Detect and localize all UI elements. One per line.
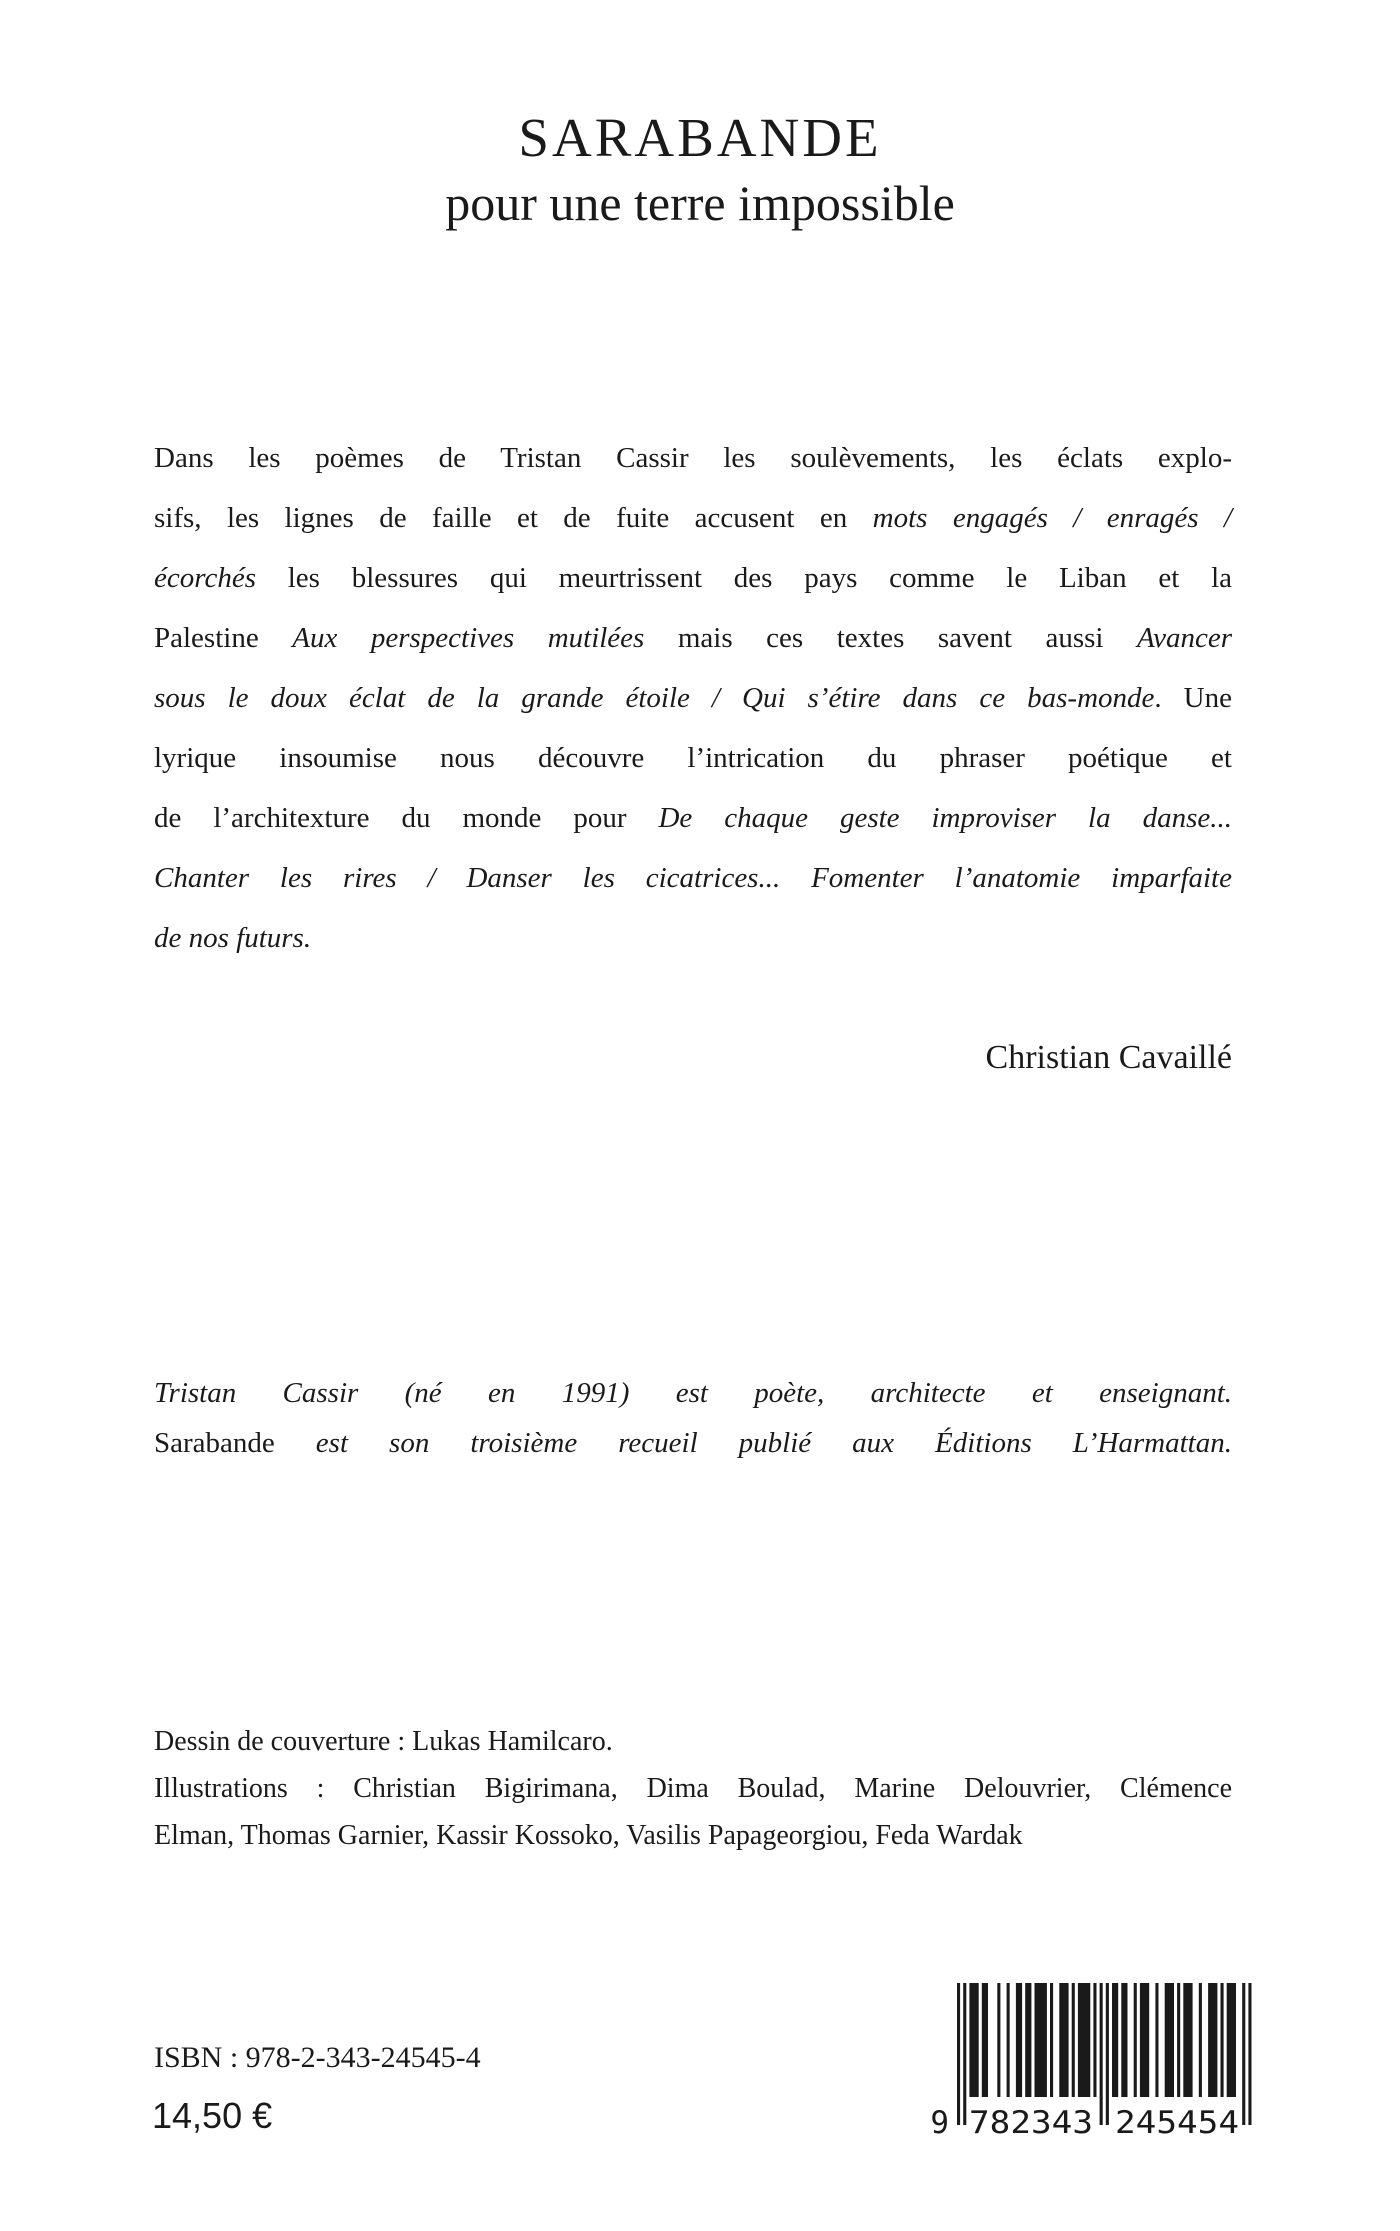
text-line: de l’architexture du monde pour De chaque geste improviser la danse... (154, 802, 1232, 834)
isbn-text: ISBN : 978-2-343-24545-4 (154, 2041, 481, 2074)
text-line: Dessin de couverture : Lukas Hamilcaro. (154, 1726, 613, 1757)
text-line: Dans les poèmes de Tristan Cassir les soulèvements, les éclats explo- (154, 442, 1232, 474)
barcode-digits: 245454 (1115, 2105, 1239, 2141)
reviewer-signature: Christian Cavaillé (985, 1039, 1232, 1076)
barcode (923, 1983, 1253, 2141)
text-line: Tristan Cassir (né en 1991) est poète, architecte et enseignant. (154, 1377, 1232, 1409)
text-line: Sarabande est son troisième recueil publié aux Éditions L’Harmattan. (154, 1427, 1232, 1459)
book-subtitle: pour une terre impossible (445, 175, 955, 231)
illustration-credits (154, 1718, 1232, 1859)
text-line: écorchés les blessures qui meurtrissent des pays comme le Liban et la (154, 562, 1232, 594)
barcode-digits: 9 (930, 2105, 949, 2141)
text-line: lyrique insoumise nous découvre l’intrication du phraser poétique et (154, 742, 1232, 774)
synopsis-text (154, 428, 1232, 968)
author-bio (154, 1368, 1232, 1468)
text-line: sifs, les lignes de faille et de fuite accusent en mots engagés / enragés / (154, 502, 1232, 534)
barcode-digits: 782343 (969, 2105, 1093, 2141)
text-line: sous le doux éclat de la grande étoile / Qui s’étire dans ce bas-monde. Une (154, 682, 1232, 714)
text-line: de nos futurs. (154, 922, 312, 954)
text-line: Chanter les rires / Danser les cicatrices... Fomenter l’anatomie imparfaite (154, 862, 1232, 894)
title-block (0, 107, 1400, 231)
text-line: Palestine Aux perspectives mutilées mais ces textes savent aussi Avancer (154, 622, 1233, 654)
text-line: Elman, Thomas Garnier, Kassir Kossoko, Vasilis Papageorgiou, Feda Wardak (154, 1820, 1023, 1851)
book-title: SARABANDE (518, 107, 882, 168)
price-text: 14,50 € (152, 2095, 273, 2136)
text-line: Illustrations : Christian Bigirimana, Dima Boulad, Marine Delouvrier, Clémence (154, 1773, 1232, 1804)
